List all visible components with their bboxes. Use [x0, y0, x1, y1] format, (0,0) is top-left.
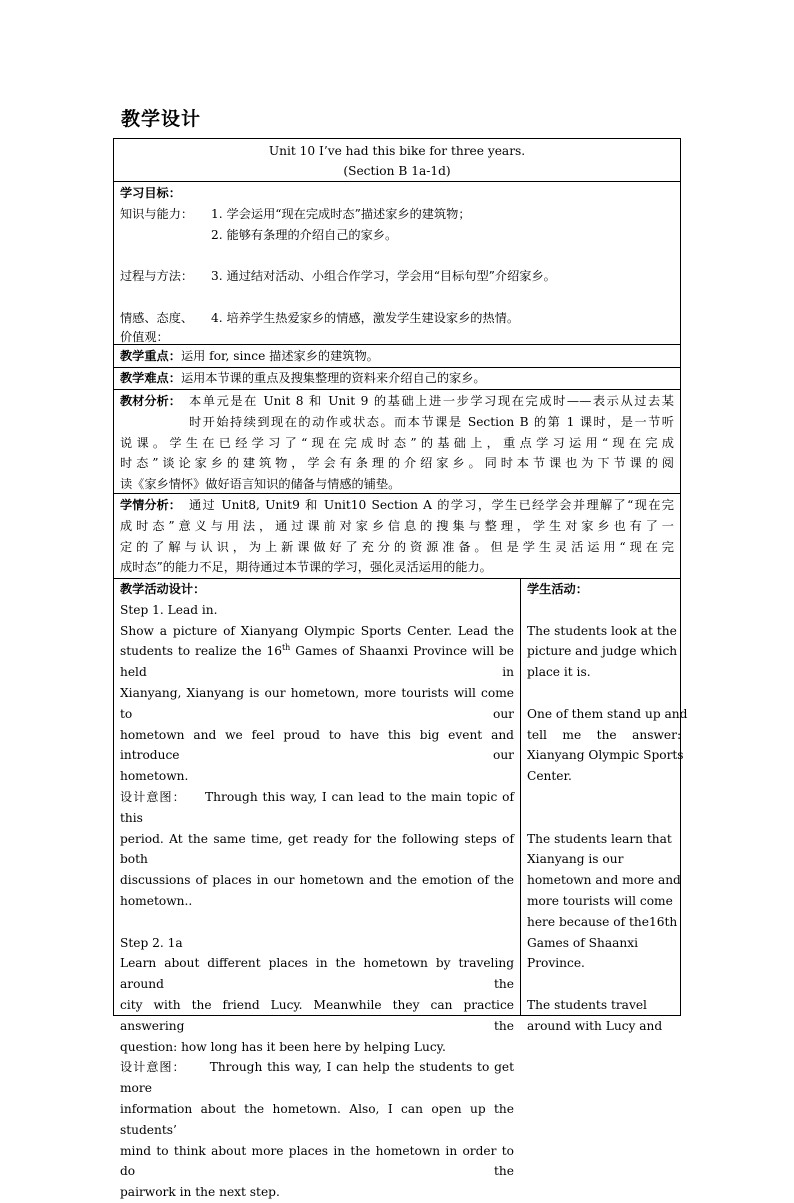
- student-activity-line: Center.: [527, 769, 572, 784]
- key-points-row: [114, 345, 680, 368]
- difficulties-row: [114, 368, 680, 390]
- student-activity-line: [527, 787, 675, 808]
- student-activity-line: One of them stand up and: [527, 706, 688, 721]
- students-line: 定的了解与认识，为上新课做好了充分的资源准备。但是学生灵活运用“现在完: [120, 539, 674, 554]
- unit-title: Unit 10 I’ve had this bike for three years.: [268, 144, 526, 158]
- material-line: 时态”谈论家乡的建筑物，学会有条理的介绍家乡。同时本节课也为下节课的阅: [120, 456, 674, 471]
- student-activities: [527, 579, 688, 1037]
- difficulties: [120, 368, 486, 389]
- student-activity-line: [527, 808, 675, 829]
- step2-line: Learn about different places in the hometown by traveling around the: [120, 956, 514, 992]
- section-subtitle: (Section B 1a-1d): [343, 164, 451, 178]
- student-activity-line: hometown and more and: [527, 873, 681, 888]
- design1-line: hometown..: [120, 893, 193, 908]
- difficulties-text: 运用本节课的重点及搜集整理的资料来介绍自己的家乡。: [180, 371, 486, 385]
- difficulties-label: 教学难点：: [120, 371, 181, 385]
- student-activity-line: place it is.: [527, 665, 591, 680]
- step2-title: Step 2. 1a: [120, 935, 183, 950]
- material-line: 读《家乡情怀》做好语言知识的储备与情感的铺垫。: [120, 477, 401, 492]
- material-line: 说课。学生在已经学习了“现在完成时态”的基础上，重点学习运用“现在完成: [120, 435, 674, 450]
- key-points: [120, 346, 379, 367]
- students-line: 成时态”的能力不足，期待通过本节课的学习，强化灵活运用的能力。: [120, 560, 492, 575]
- material-analysis-row: [114, 390, 680, 494]
- objective-item-4: 4. 培养学生热爱家乡的情感，激发学生建设家乡的热情。: [211, 311, 520, 325]
- step1-line: hometown and we feel proud to have this big event and introduce our: [120, 727, 514, 763]
- design2-line: pairwork in the next step.: [120, 1185, 280, 1200]
- values-label: 价值观：: [120, 330, 169, 344]
- design1-line-first: 设计意图： Through this way, I can lead to the main topic of this: [120, 789, 514, 825]
- step1-line: Show a picture of Xianyang Olympic Sports Center. Lead the: [120, 623, 514, 638]
- student-activity-line: The students learn that: [527, 831, 672, 846]
- student-activity-lines: [527, 621, 688, 1037]
- column-divider: [520, 579, 521, 1015]
- student-activity-line: The students look at the: [527, 623, 677, 638]
- design2-line: mind to think about more places in the hometown in order to do the: [120, 1143, 514, 1179]
- student-activity-line: Xianyang Olympic Sports: [527, 748, 684, 763]
- material-label: 教材分析：: [120, 394, 181, 408]
- page-heading: 教学设计: [121, 108, 202, 130]
- students-line: 成时态”意义与用法，通过课前对家乡信息的搜集与整理，学生对家乡也有了一: [120, 518, 674, 533]
- step2-line: question: how long has it been here by helping Lucy.: [120, 1039, 446, 1054]
- design2-line-first: 设计意图： Through this way, I can help the students to get more: [120, 1060, 515, 1096]
- student-activity-line: The students travel: [527, 997, 647, 1012]
- key-points-text: 运用 for, since 描述家乡的建筑物。: [180, 349, 379, 363]
- objective-item-2: 2. 能够有条理的介绍自己的家乡。: [211, 228, 398, 242]
- activities-row: [114, 579, 688, 1200]
- knowledge-label: 知识与能力：: [120, 207, 194, 221]
- step2-line: city with the friend Lucy. Meanwhile they can practice answering the: [120, 997, 514, 1033]
- student-activity-line: Xianyang is our: [527, 852, 624, 867]
- design1-line: discussions of places in our hometown and the emotion of the: [120, 873, 514, 888]
- emotion-label: 情感、态度、: [120, 311, 194, 325]
- title-row: [114, 139, 680, 182]
- material-line: 本单元是在 Unit 8 和 Unit 9 的基础上进一步学习现在完成时——表示从过去某: [189, 394, 674, 408]
- step1-line: Xianyang, Xianyang is our hometown, more tourists will come to our: [120, 685, 514, 721]
- step1-line-sup: students to realize the 16th Games of Shaanxi Province will be held in: [120, 643, 514, 680]
- student-activities-label: 学生活动：: [527, 582, 588, 596]
- student-activity-line: Games of Shaanxi: [527, 935, 638, 950]
- objective-item-3: 3. 通过结对活动、小组合作学习，学会用“目标句型”介绍家乡。: [211, 269, 556, 283]
- students-label: 学情分析：: [120, 498, 181, 512]
- design2-line: information about the hometown. Also, I can open up the students’: [120, 1101, 514, 1137]
- objectives-row: [114, 182, 680, 345]
- student-activity-line: here because of the16th: [527, 914, 678, 929]
- teacher-activities: [120, 579, 514, 1203]
- lesson-plan-table: [113, 138, 688, 1200]
- material-line: 时开始持续到现在的动作或状态。而本节课是 Section B 的第 1 课时，是一节听: [189, 414, 674, 429]
- step1-title: Step 1. Lead in.: [120, 602, 218, 617]
- objectives-label: 学习目标：: [120, 186, 181, 200]
- student-activity-line: tell me the answer:: [527, 727, 682, 742]
- student-analysis-row: [114, 494, 680, 579]
- student-activity-line: around with Lucy and: [527, 1018, 663, 1033]
- student-activity-line: Province.: [527, 956, 585, 971]
- student-activity-line: picture and judge which: [527, 644, 678, 659]
- step1-line: hometown.: [120, 769, 189, 784]
- process-label: 过程与方法：: [120, 269, 194, 283]
- design1-line: period. At the same time, get ready for the following steps of both: [120, 831, 514, 867]
- activities-label: 教学活动设计：: [120, 582, 206, 596]
- objective-item-1: 1. 学会运用“现在完成时态”描述家乡的建筑物；: [211, 207, 471, 221]
- student-activity-line: more tourists will come: [527, 893, 673, 908]
- student-activity-line: [527, 974, 675, 995]
- key-points-label: 教学重点：: [120, 349, 181, 363]
- students-line: 通过 Unit8, Unit9 和 Unit10 Section A 的学习，学生已经学会并理解了“现在完: [189, 498, 674, 512]
- student-activity-line: [527, 683, 675, 704]
